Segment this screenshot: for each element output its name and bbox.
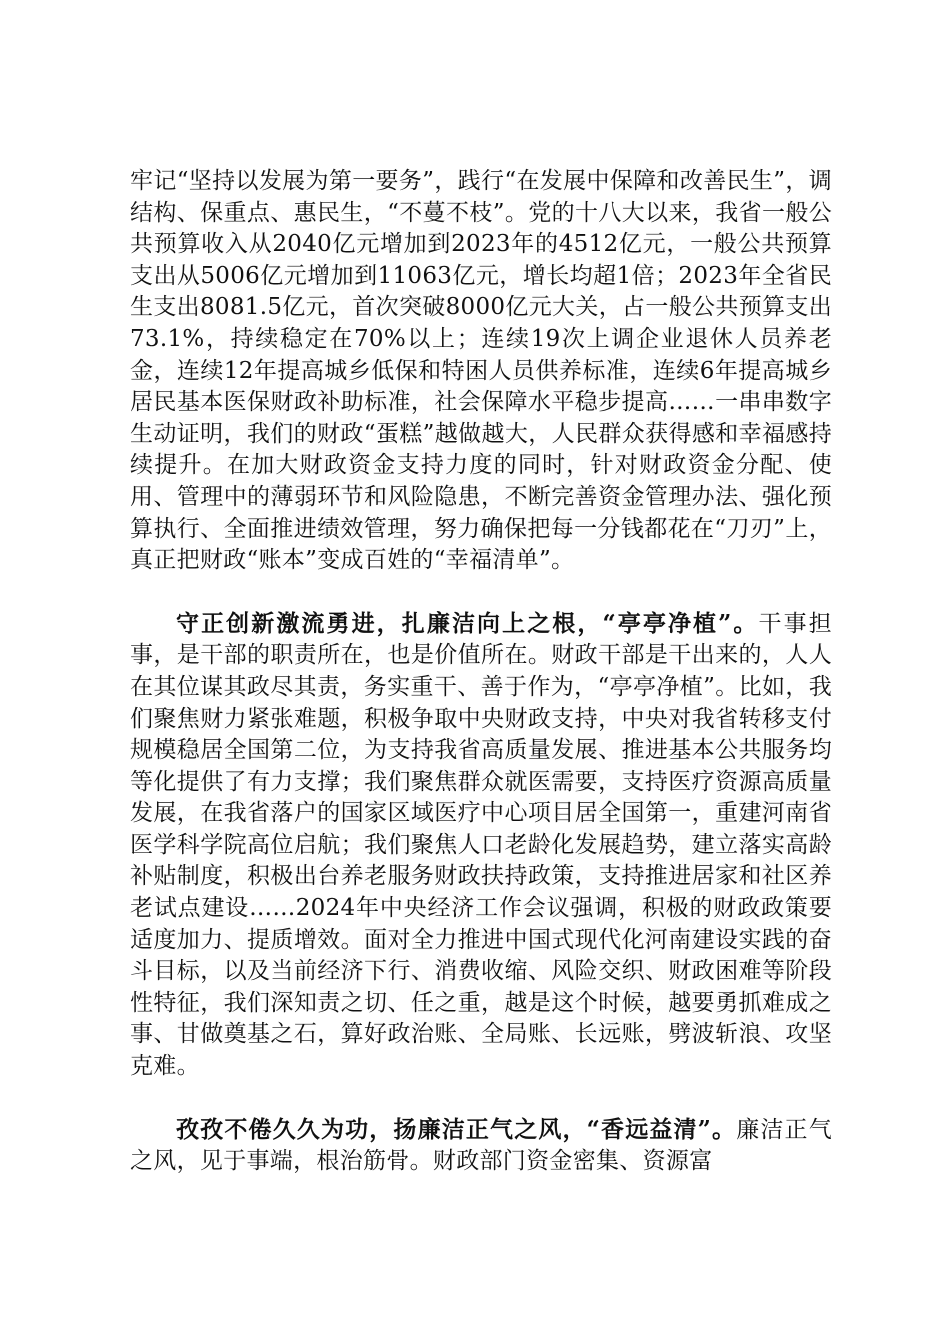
document-page bbox=[130, 165, 832, 1178]
paragraph-integrity-wind bbox=[130, 1114, 832, 1178]
paragraph-lead: 孜孜不倦久久为功，扬廉洁正气之风，“香远益清”。 bbox=[176, 1115, 737, 1143]
paragraph-body: 干事担事，是干部的职责所在，也是价值所在。财政干部是干出来的，人人在其位谋其政尽其责，务实重干、善于作为，“亭亭净植”。比如，我们聚焦财力紧张难题，积极争取中央财政支持，中央对我省转移支付规模稳居全国第二位，为支持我省高质量发展、推进基本公共服务均等化提供了有力支撑；我们聚焦群众就医需要，支持医疗资源高质量发展，在我省落户的国家区域医疗中心项目居全国第一，重建河南省医学科学院高位启航；我们聚焦人口老龄化发展趋势，建立落实高龄补贴制度，积极出台养老服务财政扶持政策，支持推进居家和社区养老试点建设……2024年中央经济工作会议强调，积极的财政政策要适度加力、提质增效。面对全力推进中国式现代化河南建设实践的奋斗目标，以及当前经济下行、消费收缩、风险交织、财政困难等阶段性特征，我们深知责之切、任之重，越是这个时候，越要勇抓难成之事、甘做奠基之石，算好政治账、全局账、长远账，劈波斩浪、攻坚克难。 bbox=[130, 610, 832, 1080]
paragraph-body: 廉洁正气之风，见于事端，根治筋骨。财政部门资金密集、资源富 bbox=[130, 1116, 832, 1175]
paragraph-finance-stats bbox=[130, 165, 832, 577]
paragraph-lead: 守正创新激流勇进，扎廉洁向上之根，“亭亭净植”。 bbox=[176, 609, 759, 637]
paragraph-integrity-root bbox=[130, 608, 832, 1083]
paragraph-body: 牢记“坚持以发展为第一要务”，践行“在发展中保障和改善民生”，调结构、保重点、惠民生，“不蔓不枝”。党的十八大以来，我省一般公共预算收入从2040亿元增加到2023年的4512亿元，一般公共预算支出从5006亿元增加到11063亿元，增长均超1倍；2023年全省民生支出8081.5亿元，首次突破8000亿元大关，占一般公共预算支出73.1%，持续稳定在70%以上；连续19次上调企业退休人员养老金，连续12年提高城乡低保和特困人员供养标准，连续6年提高城乡居民基本医保财政补助标准，社会保障水平稳步提高……一串串数字生动证明，我们的财政“蛋糕”越做越大，人民群众获得感和幸福感持续提升。在加大财政资金支持力度的同时，针对财政资金分配、使用、管理中的薄弱环节和风险隐患，不断完善资金管理办法、强化预算执行、全面推进绩效管理，努力确保把每一分钱都花在“刀刃”上，真正把财政“账本”变成百姓的“幸福清单”。 bbox=[130, 168, 832, 574]
